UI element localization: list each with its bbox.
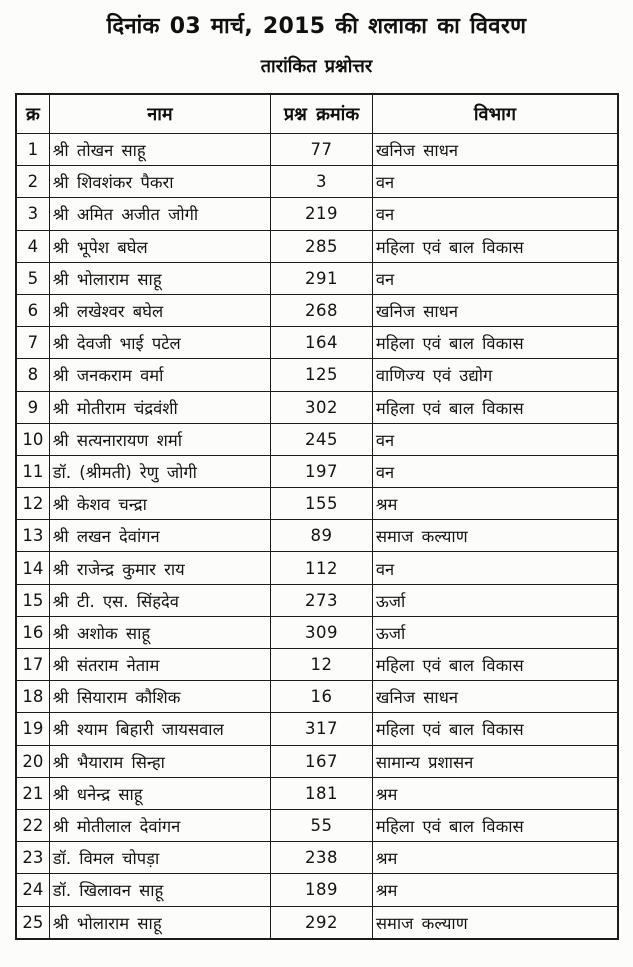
cell-question-no: 292 bbox=[271, 906, 373, 939]
table-row bbox=[16, 777, 618, 809]
table-row bbox=[16, 166, 618, 198]
cell-department: समाज कल्याण bbox=[372, 520, 618, 552]
cell-name: डॉ. खिलावन साहू bbox=[49, 874, 270, 906]
cell-department: महिला एवं बाल विकास bbox=[372, 391, 618, 423]
table-row bbox=[16, 584, 618, 616]
table-row bbox=[16, 649, 618, 681]
cell-name: श्री सियाराम कौशिक bbox=[49, 681, 270, 713]
cell-name: श्री तोखन साहू bbox=[49, 134, 270, 166]
table-row bbox=[16, 713, 618, 745]
cell-department: वन bbox=[372, 166, 618, 198]
cell-name: श्री अशोक साहू bbox=[49, 616, 270, 648]
cell-department: वन bbox=[372, 552, 618, 584]
table-row bbox=[16, 198, 618, 230]
table-row bbox=[16, 230, 618, 262]
cell-serial: 23 bbox=[16, 842, 49, 874]
cell-department: महिला एवं बाल विकास bbox=[372, 713, 618, 745]
cell-question-no: 273 bbox=[271, 584, 373, 616]
cell-department: वन bbox=[372, 455, 618, 487]
cell-name: श्री भोलाराम साहू bbox=[49, 906, 270, 939]
cell-serial: 25 bbox=[16, 906, 49, 939]
cell-name: श्री धनेन्द्र साहू bbox=[49, 777, 270, 809]
cell-serial: 13 bbox=[16, 520, 49, 552]
cell-serial: 21 bbox=[16, 777, 49, 809]
question-details-table bbox=[15, 93, 619, 940]
table-row bbox=[16, 681, 618, 713]
cell-name: श्री देवजी भाई पटेल bbox=[49, 327, 270, 359]
cell-name: श्री जनकराम वर्मा bbox=[49, 359, 270, 391]
table-header-row bbox=[16, 94, 618, 134]
cell-question-no: 309 bbox=[271, 616, 373, 648]
table-row bbox=[16, 520, 618, 552]
cell-serial: 7 bbox=[16, 327, 49, 359]
cell-serial: 22 bbox=[16, 809, 49, 841]
cell-department: श्रम bbox=[372, 777, 618, 809]
cell-question-no: 3 bbox=[271, 166, 373, 198]
table-row bbox=[16, 842, 618, 874]
cell-serial: 4 bbox=[16, 230, 49, 262]
cell-serial: 14 bbox=[16, 552, 49, 584]
cell-serial: 18 bbox=[16, 681, 49, 713]
cell-department: महिला एवं बाल विकास bbox=[372, 809, 618, 841]
cell-question-no: 219 bbox=[271, 198, 373, 230]
cell-question-no: 16 bbox=[271, 681, 373, 713]
cell-question-no: 317 bbox=[271, 713, 373, 745]
table-row bbox=[16, 616, 618, 648]
cell-serial: 19 bbox=[16, 713, 49, 745]
cell-serial: 3 bbox=[16, 198, 49, 230]
header-serial: क्र bbox=[16, 94, 49, 134]
header-department: विभाग bbox=[372, 94, 618, 134]
cell-department: खनिज साधन bbox=[372, 134, 618, 166]
cell-question-no: 181 bbox=[271, 777, 373, 809]
table-row bbox=[16, 455, 618, 487]
cell-department: महिला एवं बाल विकास bbox=[372, 327, 618, 359]
cell-question-no: 285 bbox=[271, 230, 373, 262]
cell-serial: 20 bbox=[16, 745, 49, 777]
cell-question-no: 291 bbox=[271, 262, 373, 294]
table-row bbox=[16, 327, 618, 359]
cell-department: महिला एवं बाल विकास bbox=[372, 649, 618, 681]
cell-question-no: 245 bbox=[271, 423, 373, 455]
header-name: नाम bbox=[49, 94, 270, 134]
cell-name: श्री मोतीलाल देवांगन bbox=[49, 809, 270, 841]
cell-serial: 24 bbox=[16, 874, 49, 906]
cell-name: श्री लखन देवांगन bbox=[49, 520, 270, 552]
cell-name: श्री राजेन्द्र कुमार राय bbox=[49, 552, 270, 584]
cell-department: खनिज साधन bbox=[372, 681, 618, 713]
cell-name: श्री केशव चन्द्रा bbox=[49, 488, 270, 520]
cell-serial: 10 bbox=[16, 423, 49, 455]
header-question-no: प्रश्न क्रमांक bbox=[271, 94, 373, 134]
cell-question-no: 164 bbox=[271, 327, 373, 359]
table-row bbox=[16, 809, 618, 841]
table-row bbox=[16, 262, 618, 294]
table-row bbox=[16, 552, 618, 584]
cell-name: श्री मोतीराम चंद्रवंशी bbox=[49, 391, 270, 423]
cell-question-no: 112 bbox=[271, 552, 373, 584]
cell-question-no: 197 bbox=[271, 455, 373, 487]
cell-name: श्री संतराम नेताम bbox=[49, 649, 270, 681]
cell-department: वाणिज्य एवं उद्योग bbox=[372, 359, 618, 391]
cell-department: खनिज साधन bbox=[372, 294, 618, 326]
cell-name: डॉ. (श्रीमती) रेणु जोगी bbox=[49, 455, 270, 487]
cell-serial: 8 bbox=[16, 359, 49, 391]
cell-department: श्रम bbox=[372, 842, 618, 874]
table-row bbox=[16, 423, 618, 455]
cell-department: श्रम bbox=[372, 488, 618, 520]
cell-name: डॉ. विमल चोपड़ा bbox=[49, 842, 270, 874]
cell-serial: 16 bbox=[16, 616, 49, 648]
cell-serial: 2 bbox=[16, 166, 49, 198]
cell-question-no: 125 bbox=[271, 359, 373, 391]
table-row bbox=[16, 874, 618, 906]
table-row bbox=[16, 906, 618, 939]
cell-department: श्रम bbox=[372, 874, 618, 906]
table-row bbox=[16, 134, 618, 166]
cell-question-no: 302 bbox=[271, 391, 373, 423]
cell-name: श्री भोलाराम साहू bbox=[49, 262, 270, 294]
cell-serial: 15 bbox=[16, 584, 49, 616]
cell-question-no: 238 bbox=[271, 842, 373, 874]
cell-question-no: 12 bbox=[271, 649, 373, 681]
cell-question-no: 77 bbox=[271, 134, 373, 166]
table-row bbox=[16, 488, 618, 520]
cell-department: सामान्य प्रशासन bbox=[372, 745, 618, 777]
cell-department: ऊर्जा bbox=[372, 616, 618, 648]
cell-department: महिला एवं बाल विकास bbox=[372, 230, 618, 262]
cell-name: श्री भैयाराम सिन्हा bbox=[49, 745, 270, 777]
cell-serial: 17 bbox=[16, 649, 49, 681]
cell-department: वन bbox=[372, 198, 618, 230]
cell-name: श्री अमित अजीत जोगी bbox=[49, 198, 270, 230]
table-row bbox=[16, 359, 618, 391]
table-row bbox=[16, 391, 618, 423]
cell-department: वन bbox=[372, 262, 618, 294]
cell-department: वन bbox=[372, 423, 618, 455]
cell-department: ऊर्जा bbox=[372, 584, 618, 616]
cell-serial: 1 bbox=[16, 134, 49, 166]
table-row bbox=[16, 294, 618, 326]
cell-department: समाज कल्याण bbox=[372, 906, 618, 939]
cell-question-no: 189 bbox=[271, 874, 373, 906]
cell-name: श्री श्याम बिहारी जायसवाल bbox=[49, 713, 270, 745]
cell-serial: 11 bbox=[16, 455, 49, 487]
page-subtitle: तारांकित प्रश्नोत्तर bbox=[260, 56, 373, 77]
cell-question-no: 268 bbox=[271, 294, 373, 326]
cell-serial: 6 bbox=[16, 294, 49, 326]
cell-question-no: 55 bbox=[271, 809, 373, 841]
cell-question-no: 89 bbox=[271, 520, 373, 552]
cell-question-no: 155 bbox=[271, 488, 373, 520]
cell-serial: 9 bbox=[16, 391, 49, 423]
cell-name: श्री सत्यनारायण शर्मा bbox=[49, 423, 270, 455]
cell-serial: 5 bbox=[16, 262, 49, 294]
cell-name: श्री टी. एस. सिंहदेव bbox=[49, 584, 270, 616]
table-body bbox=[16, 134, 618, 939]
table-row bbox=[16, 745, 618, 777]
cell-name: श्री शिवशंकर पैकरा bbox=[49, 166, 270, 198]
cell-name: श्री लखेश्वर बघेल bbox=[49, 294, 270, 326]
cell-question-no: 167 bbox=[271, 745, 373, 777]
page-title: दिनांक 03 मार्च, 2015 की शलाका का विवरण bbox=[106, 14, 527, 39]
cell-name: श्री भूपेश बघेल bbox=[49, 230, 270, 262]
cell-serial: 12 bbox=[16, 488, 49, 520]
